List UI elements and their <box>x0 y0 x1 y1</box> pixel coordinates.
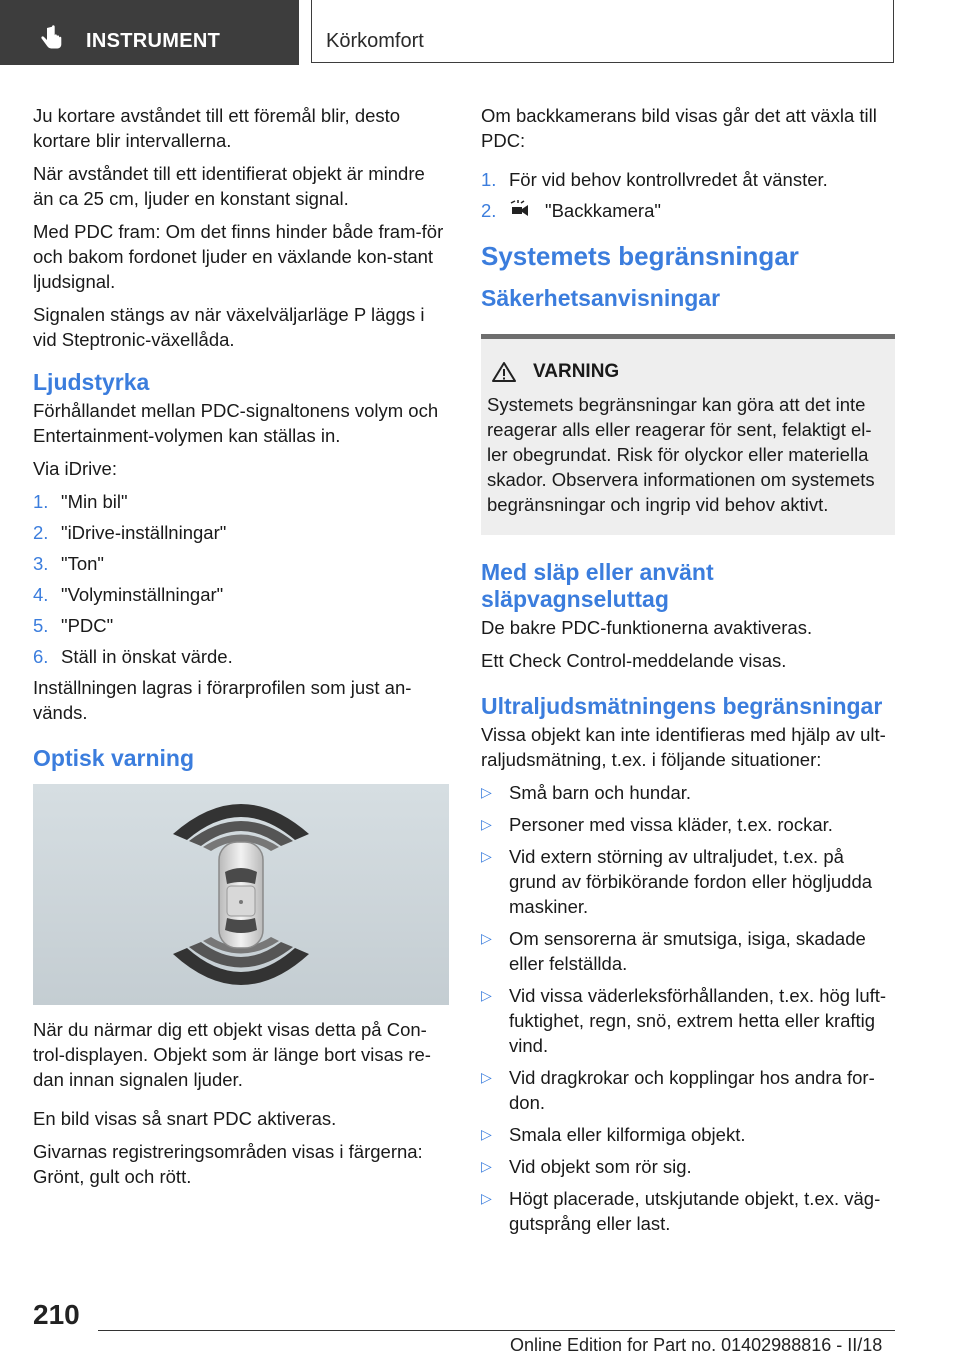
limitations-list <box>481 780 895 1236</box>
bullet-text: Vid extern störning av ultraljudet, t.ex. på grund av förbikörande fordon eller högljudda maskiner. <box>509 846 873 917</box>
list-item <box>481 1122 895 1147</box>
step-text: "Ton" <box>61 553 104 574</box>
triangle-bullet-icon: ▷ <box>481 784 492 800</box>
page-number: 210 <box>33 1299 80 1330</box>
list-item <box>481 844 895 919</box>
left-column <box>33 103 449 1197</box>
bullet-text: Vid vissa väderleksförhållanden, t.ex. hög luft‐fuktighet, regn, snö, extrem hetta eller kraftig vind. <box>509 985 887 1056</box>
section-title: INSTRUMENT <box>86 30 221 52</box>
paragraph: Signalen stängs av när växelväljarläge P läggs i vid Steptronic-växellåda. <box>33 304 425 350</box>
step-text: För vid behov kontrollvredet åt vänster. <box>509 169 828 190</box>
paragraph: Förhållandet mellan PDC-signaltonens volym och Entertainment-volymen kan ställas in. <box>33 400 439 446</box>
list-item <box>481 1065 895 1115</box>
paragraph: Vissa objekt kan inte identifieras med hjälp av ult‐raljudsmätning, t.ex. i följande situationer: <box>481 724 886 770</box>
step-number: 2. <box>481 200 497 221</box>
volume-steps-list <box>33 489 449 669</box>
warning-title <box>487 359 887 384</box>
bullet-text: Vid dragkrokar och kopplingar hos andra for‐don. <box>509 1067 875 1113</box>
triangle-bullet-icon: ▷ <box>481 930 492 946</box>
list-item <box>33 644 449 669</box>
triangle-bullet-icon: ▷ <box>481 848 492 864</box>
paragraph: Via iDrive: <box>33 458 117 479</box>
heading-safety: Säkerhetsanvisningar <box>481 285 721 311</box>
list-item <box>33 613 449 638</box>
right-column <box>481 103 895 1243</box>
triangle-bullet-icon: ▷ <box>481 1190 492 1206</box>
paragraph: Med PDC fram: Om det finns hinder både fram‐för och bakom fordonet ljuder en växlande kon‐stant ljudsignal. <box>33 221 444 292</box>
triangle-bullet-icon: ▷ <box>481 1158 492 1174</box>
bullet-text: Högt placerade, utskjutande objekt, t.ex. väg‐gutsprång eller last. <box>509 1188 881 1234</box>
step-number: 4. <box>33 584 49 605</box>
list-item <box>33 551 449 576</box>
bullet-text: Små barn och hundar. <box>509 782 692 803</box>
edition-note: Online Edition for Part no. 01402988816 - II/18 <box>510 1335 883 1355</box>
step-text: "Volyminställningar" <box>61 584 224 605</box>
step-text: Ställ in önskat värde. <box>61 646 233 667</box>
triangle-bullet-icon: ▷ <box>481 987 492 1003</box>
step-text: "Backkamera" <box>545 200 661 221</box>
bullet-text: Smala eller kilformiga objekt. <box>509 1124 746 1145</box>
list-item <box>481 983 895 1058</box>
chapter-title: Körkomfort <box>326 30 424 52</box>
step-text: "iDrive-inställningar" <box>61 522 227 543</box>
section-tab <box>0 0 299 65</box>
paragraph: Ett Check Control-meddelande visas. <box>481 650 787 671</box>
paragraph: Om backkamerans bild visas går det att växla till PDC: <box>481 105 877 151</box>
camera-steps-list <box>481 167 895 223</box>
step-number: 2. <box>33 522 49 543</box>
paragraph: När du närmar dig ett objekt visas detta på Con‐trol-displayen. Objekt som är länge bort visas re‐dan innan signalen ljuder. <box>33 1019 431 1090</box>
list-item <box>33 520 449 545</box>
list-item <box>481 1154 895 1179</box>
heading-ultrasound-limits: Ultraljudsmätningens begränsningar <box>481 693 883 719</box>
camera-icon <box>509 200 535 220</box>
list-item <box>481 198 895 223</box>
list-item <box>481 780 895 805</box>
hand-pointer-icon <box>38 24 66 52</box>
paragraph: Inställningen lagras i förarprofilen som just an‐vänds. <box>33 677 412 723</box>
step-number: 6. <box>33 646 49 667</box>
warning-box <box>481 334 895 535</box>
pdc-display-image <box>33 784 449 1005</box>
paragraph: Ju kortare avståndet till ett föremål blir, desto kortare blir intervallerna. <box>33 105 401 151</box>
list-item <box>481 1186 895 1236</box>
paragraph: Givarnas registreringsområden visas i färgerna: Grönt, gult och rött. <box>33 1141 423 1187</box>
step-text: "Min bil" <box>61 491 128 512</box>
triangle-bullet-icon: ▷ <box>481 1126 492 1142</box>
warning-text: Systemets begränsningar kan göra att det inte reagerar alls eller reagerar för sent, felaktigt el‐ler obegrundat. Risk för olyckor eller materiella skador. Observera informationen om systemets begränsningar och ingrip vid behov aktivt. <box>487 394 875 515</box>
heading-system-limits: Systemets begränsningar <box>481 241 799 271</box>
step-number: 1. <box>481 169 497 190</box>
list-item <box>481 167 895 192</box>
footer-divider <box>98 1330 895 1331</box>
list-item <box>33 582 449 607</box>
step-number: 1. <box>33 491 49 512</box>
step-number: 5. <box>33 615 49 636</box>
paragraph: En bild visas så snart PDC aktiveras. <box>33 1108 337 1129</box>
list-item <box>481 812 895 837</box>
list-item <box>33 489 449 514</box>
heading-volume: Ljudstyrka <box>33 369 150 395</box>
paragraph: De bakre PDC-funktionerna avaktiveras. <box>481 617 813 638</box>
step-text: "PDC" <box>61 615 114 636</box>
paragraph: När avståndet till ett identifierat objekt är mindre än ca 25 cm, ljuder en konstant signal. <box>33 163 425 209</box>
triangle-bullet-icon: ▷ <box>481 816 492 832</box>
chapter-tab <box>311 0 894 63</box>
heading-optical-warning: Optisk varning <box>33 745 195 771</box>
pdc-car-illustration <box>33 784 449 1005</box>
bullet-text: Personer med vissa kläder, t.ex. rockar. <box>509 814 833 835</box>
triangle-bullet-icon: ▷ <box>481 1069 492 1085</box>
list-item <box>481 926 895 976</box>
step-number: 3. <box>33 553 49 574</box>
warning-label: VARNING <box>533 361 620 382</box>
warning-triangle-icon <box>491 361 517 383</box>
bullet-text: Vid objekt som rör sig. <box>509 1156 692 1177</box>
bullet-text: Om sensorerna är smutsiga, isiga, skadade eller felställda. <box>509 928 866 974</box>
heading-trailer: Med släp eller använt släpvagnseluttag <box>481 559 714 612</box>
